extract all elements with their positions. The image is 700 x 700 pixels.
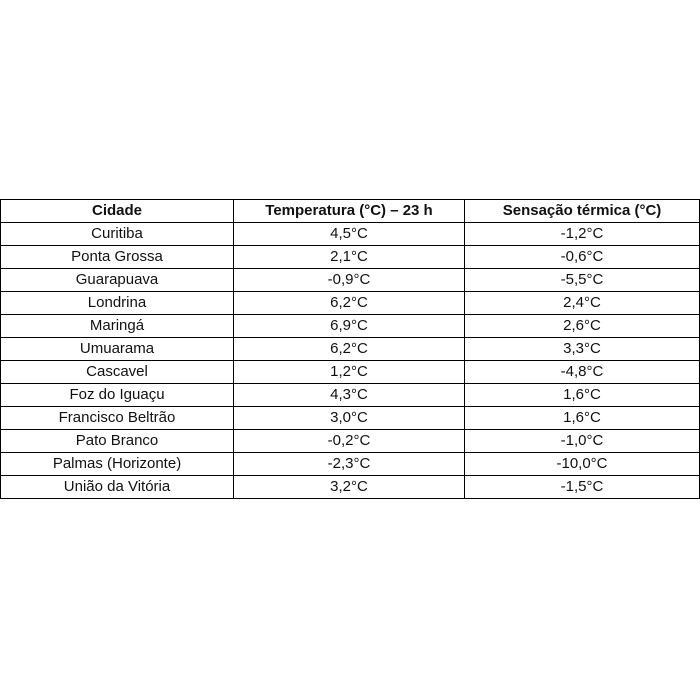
cell-city: Pato Branco	[1, 430, 234, 453]
cell-city: Londrina	[1, 292, 234, 315]
cell-wind-chill: 2,4°C	[465, 292, 700, 315]
cell-wind-chill: 3,3°C	[465, 338, 700, 361]
table-row	[1, 292, 700, 315]
cell-temperature: -0,9°C	[234, 269, 465, 292]
header-city: Cidade	[1, 200, 234, 223]
cell-temperature: 3,0°C	[234, 407, 465, 430]
cell-wind-chill: -4,8°C	[465, 361, 700, 384]
header-wind-chill: Sensação térmica (°C)	[465, 200, 700, 223]
table-row	[1, 338, 700, 361]
cell-wind-chill: -1,5°C	[465, 476, 700, 499]
table-row	[1, 453, 700, 476]
table-row	[1, 315, 700, 338]
cell-city: Umuarama	[1, 338, 234, 361]
cell-temperature: -0,2°C	[234, 430, 465, 453]
table-row	[1, 476, 700, 499]
cell-wind-chill: 1,6°C	[465, 407, 700, 430]
table-row	[1, 430, 700, 453]
cell-city: Guarapuava	[1, 269, 234, 292]
cell-wind-chill: 2,6°C	[465, 315, 700, 338]
header-temperature: Temperatura (°C) – 23 h	[234, 200, 465, 223]
cell-temperature: 4,3°C	[234, 384, 465, 407]
table-row	[1, 361, 700, 384]
cell-temperature: 3,2°C	[234, 476, 465, 499]
cell-wind-chill: -1,0°C	[465, 430, 700, 453]
cell-wind-chill: -5,5°C	[465, 269, 700, 292]
table-row	[1, 269, 700, 292]
cell-temperature: 6,2°C	[234, 292, 465, 315]
cell-wind-chill: -0,6°C	[465, 246, 700, 269]
cell-city: Cascavel	[1, 361, 234, 384]
cell-temperature: 1,2°C	[234, 361, 465, 384]
cell-city: União da Vitória	[1, 476, 234, 499]
cell-wind-chill: -1,2°C	[465, 223, 700, 246]
cell-temperature: -2,3°C	[234, 453, 465, 476]
cell-city: Curitiba	[1, 223, 234, 246]
cell-temperature: 6,9°C	[234, 315, 465, 338]
cell-wind-chill: -10,0°C	[465, 453, 700, 476]
table-row	[1, 384, 700, 407]
cell-city: Foz do Iguaçu	[1, 384, 234, 407]
cell-city: Ponta Grossa	[1, 246, 234, 269]
cell-city: Maringá	[1, 315, 234, 338]
cell-wind-chill: 1,6°C	[465, 384, 700, 407]
temperature-table-container	[0, 199, 699, 499]
cell-city: Francisco Beltrão	[1, 407, 234, 430]
table-row	[1, 407, 700, 430]
cell-city: Palmas (Horizonte)	[1, 453, 234, 476]
cell-temperature: 6,2°C	[234, 338, 465, 361]
table-row	[1, 223, 700, 246]
table-header-row	[1, 200, 700, 223]
cell-temperature: 4,5°C	[234, 223, 465, 246]
temperature-table	[0, 199, 700, 499]
cell-temperature: 2,1°C	[234, 246, 465, 269]
table-row	[1, 246, 700, 269]
